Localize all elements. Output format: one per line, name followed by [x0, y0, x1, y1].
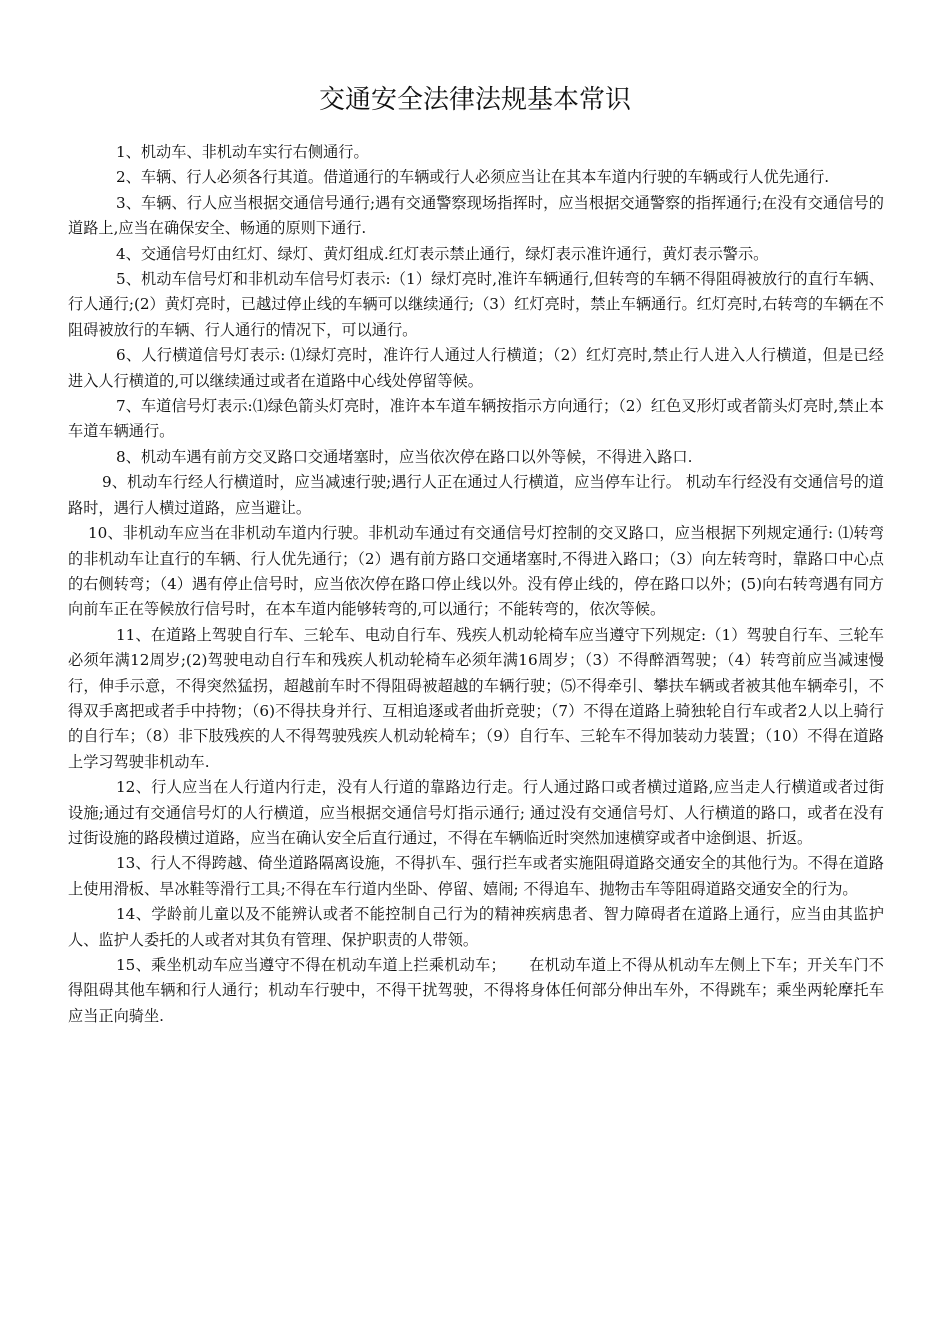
paragraph-6: 6、人行横道信号灯表示: ⑴绿灯亮时，准许行人通过人行横道；（2）红灯亮时,禁止行人进入人行横道，但是已经进入人行横道的,可以继续通过或者在道路中心线处停留等候。: [68, 346, 884, 390]
page-title: 交通安全法律法规基本常识: [318, 85, 631, 115]
paragraph-14: 14、学龄前儿童以及不能辨认或者不能控制自己行为的精神疾病患者、智力障碍者在道路上通行，应当由其监护人、监护人委托的人或者对其负有管理、保护职责的人带领。: [68, 905, 884, 949]
paragraph-7: 7、车道信号灯表示:⑴绿色箭头灯亮时，准许本车道车辆按指示方向通行；（2）红色叉形灯或者箭头灯亮时,禁止本车道车辆通行。: [68, 397, 884, 441]
paragraph-2: 2、车辆、行人必须各行其道。借道通行的车辆或行人必须应当让在其本车道内行驶的车辆或行人优先通行.: [116, 168, 830, 187]
paragraph-10: 10、非机动车应当在非机动车道内行驶。非机动车通过有交通信号灯控制的交叉路口，应当根据下列规定通行: ⑴转弯的非机动车让直行的车辆、行人优先通行；（2）遇有前方路口交通堵塞时,不得进入路口；（3）向左转弯时，靠路口中心点的右侧转弯；（4）遇有停止信号时，应当依次停在路口停止线以外。没有停止线的，停在路口以外；(5)向右转弯遇有同方向前车正在等候放行信号时，在本车道内能够转弯的,可以通行；不能转弯的，依次等候。: [68, 524, 884, 619]
paragraph-12: 12、行人应当在人行道内行走，没有人行道的靠路边行走。行人通过路口或者横过道路,应当走人行横道或者过街设施;通过有交通信号灯的人行横道，应当根据交通信号灯指示通行; 通过没有交通信号灯、人行横道的路口，或者在没有过街设施的路段横过道路，应当在确认安全后直行通过，不得在车辆临近时突然加速横穿或者中途倒退、折返。: [68, 778, 884, 847]
paragraph-11: 11、在道路上驾驶自行车、三轮车、电动自行车、残疾人机动轮椅车应当遵守下列规定:（1）驾驶自行车、三轮车必须年满12周岁;(2)驾驶电动自行车和残疾人机动轮椅车必须年满16周岁；（3）不得醉酒驾驶；（4）转弯前应当减速慢行，伸手示意，不得突然猛拐，超越前车时不得阻碍被超越的车辆行驶；⑸不得牵引、攀扶车辆或者被其他车辆牵引，不得双手离把或者手中持物；（6)不得扶身并行、互相追逐或者曲折竞驶；（7）不得在道路上骑独轮自行车或者2人以上骑行的自行车；（8）非下肢残疾的人不得驾驶残疾人机动轮椅车；（9）自行车、三轮车不得加装动力装置；（10）不得在道路上学习驾驶非机动车.: [68, 625, 884, 771]
paragraph-4: 4、交通信号灯由红灯、绿灯、黄灯组成.红灯表示禁止通行，绿灯表示准许通行，黄灯表示警示。: [116, 244, 769, 263]
paragraph-5: 5、机动车信号灯和非机动车信号灯表示:（1）绿灯亮时,准许车辆通行,但转弯的车辆不得阻碍被放行的直行车辆、行人通行;(2）黄灯亮时，已越过停止线的车辆可以继续通行;（3）红灯亮时，禁止车辆通行。红灯亮时,右转弯的车辆在不阻碍被放行的车辆、行人通行的情况下，可以通行。: [68, 270, 884, 339]
paragraph-9: 9、机动车行经人行横道时，应当减速行驶;遇行人正在通过人行横道，应当停车让行。 机动车行经没有交通信号的道路时，遇行人横过道路，应当避让。: [68, 473, 884, 517]
paragraph-13: 13、行人不得跨越、倚坐道路隔离设施，不得扒车、强行拦车或者实施阻碍道路交通安全的其他行为。不得在道路上使用滑板、旱冰鞋等滑行工具;不得在车行道内坐卧、停留、嬉闹; 不得追车、抛物击车等阻碍道路交通安全的行为。: [68, 854, 884, 898]
paragraph-8: 8、机动车遇有前方交叉路口交通堵塞时，应当依次停在路口以外等候，不得进入路口.: [116, 447, 693, 466]
paragraph-15: 15、乘坐机动车应当遵守不得在机动车道上拦乘机动车； 在机动车道上不得从机动车左侧上下车；开关车门不得阻碍其他车辆和行人通行；机动车行驶中，不得干扰驾驶，不得将身体任何部分伸出车外，不得跳车；乘坐两轮摩托车应当正向骑坐.: [68, 956, 884, 1025]
paragraph-3: 3、车辆、行人应当根据交通信号通行;遇有交通警察现场指挥时，应当根据交通警察的指挥通行;在没有交通信号的道路上,应当在确保安全、畅通的原则下通行.: [68, 193, 884, 238]
paragraph-1: 1、机动车、非机动车实行右侧通行。: [116, 143, 369, 161]
document-body: [68, 140, 884, 1029]
